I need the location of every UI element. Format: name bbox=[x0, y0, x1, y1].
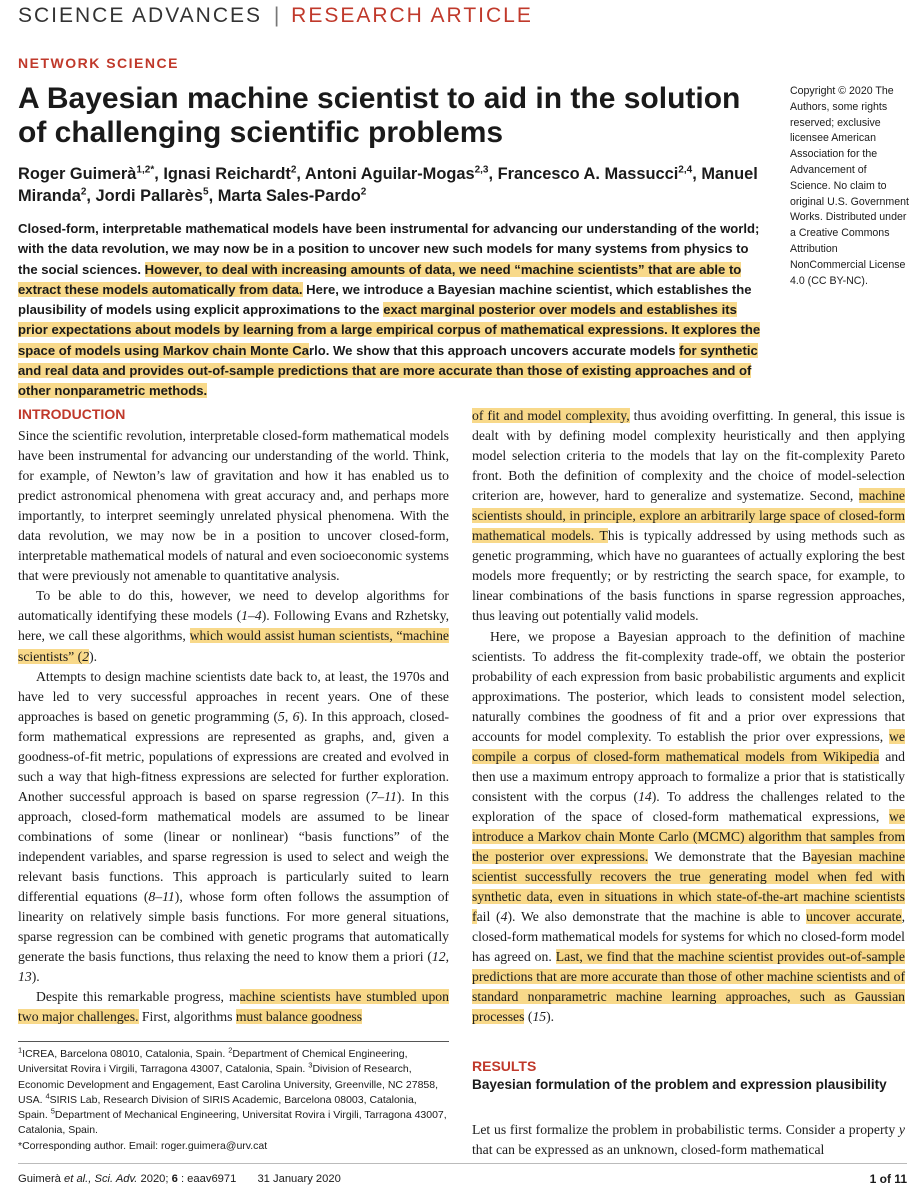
footnote-number: 2 bbox=[228, 1045, 233, 1055]
footnote-number: 1 bbox=[18, 1045, 23, 1055]
right-column-text bbox=[472, 406, 905, 1027]
intro-left-text-run: Attempts to design machine scientists date back to, at least, the 1970s and have led to very successful approaches in recent years. One of these approaches is based on genetic programming ( bbox=[18, 668, 449, 724]
author-list: Roger Guimerà$^{1,2*}$, Ignasi Reichardt$^2$, Antoni Aguilar-Mogas$^{2,3}$, Francesco A. Massucci$^{2,4}$, Manuel Miranda$^2$, Jordi Pallarès$^5$, Marta Sales-Pardo$^2$ bbox=[18, 164, 758, 205]
author: Jordi Pallarès$^5$ bbox=[95, 186, 209, 205]
author-affiliation-marker: 1,2* bbox=[136, 164, 155, 176]
affiliation: SIRIS Lab, Research Division of SIRIS Academic, Barcelona 08003, Catalonia, Spain. bbox=[18, 1093, 417, 1122]
section-label: NETWORK SCIENCE bbox=[18, 55, 179, 71]
intro-left-text-run-highlighted: 2 bbox=[82, 648, 90, 664]
citation-volume: 6 bbox=[171, 1173, 178, 1185]
author: Antoni Aguilar-Mogas$^{2,3}$ bbox=[304, 164, 489, 183]
abstract: rlo. We show that this approach uncovers accurate models bbox=[309, 342, 680, 358]
intro-right-text-run: thus avoiding overfitting. In general, this issue is dealt with by defining model complexity heuristically and then applying model selection criteria to the models that lay on the fit-complexity Pareto front. Both the definition of complexity and the choice of model-selection criterion are, however, hard to generalize and systematize. Second, bbox=[472, 408, 905, 504]
intro-right-text-run: 14 bbox=[638, 788, 652, 804]
results-text bbox=[472, 1120, 905, 1160]
abstract-highlighted: However, to deal with increasing amounts of data, we need “machine scientists” that are able to extract these models automatically from data. bbox=[18, 261, 742, 297]
citation-etal: et al. bbox=[64, 1173, 89, 1185]
author-affiliation-marker: 2 bbox=[80, 186, 87, 198]
intro-left-text-run: Since the scientific revolution, interpretable closed-form mathematical models have been instrumental for advancing our understanding of the world. Think, for example, of Newton’s law of gravitation and how it has enabled us to predict astronomical phenomena with great accuracy and, and perhaps more importantly, to interpret seemingly unrelated physical phenomena. With the data revolution, we may now be in a position to uncover closed-form, interpretable mathematical models of natural and even socioeconomic systems that were previously not amenable to quantitative analysis. bbox=[18, 428, 449, 584]
intro-right-text-run: ). bbox=[546, 1009, 555, 1025]
citation-id: : eaav6971 bbox=[177, 1173, 237, 1185]
abstract: Here, we introduce a Bayesian machine scientist, which establishes the plausibility of models using explicit approximations to the bbox=[18, 281, 752, 318]
results-text-run: that can be expressed as an unknown, closed-form mathematical bbox=[472, 1142, 825, 1158]
introduction-heading: INTRODUCTION bbox=[18, 406, 126, 422]
corresponding-author: *Corresponding author. Email: roger.guimera@urv.cat bbox=[18, 1139, 268, 1152]
citation-journal: , Sci. Adv. bbox=[88, 1173, 138, 1185]
footnote-number: 3 bbox=[308, 1060, 313, 1070]
intro-left-paragraph bbox=[18, 426, 449, 586]
intro-right-text-run: We demonstrate that the B bbox=[648, 849, 812, 865]
intro-right-text-run-highlighted: we introduce a Markov chain Monte Carlo (MCMC) algorithm that samples from the posterior over expressions. bbox=[472, 808, 905, 865]
article-title: A Bayesian machine scientist to aid in the solution of challenging scientific problems bbox=[18, 82, 741, 149]
footnote-number: 4 bbox=[45, 1091, 50, 1101]
intro-left-text-run: ). bbox=[31, 969, 40, 985]
intro-right-text-run-highlighted: machine scientists should, in principle, explore an arbitrarily large space of closed-form mathematical models. T bbox=[472, 488, 905, 544]
author: Manuel Miranda$^2$ bbox=[18, 165, 758, 205]
intro-left-text-run: 13 bbox=[18, 969, 32, 985]
intro-left-text-run: , bbox=[284, 708, 293, 724]
abstract-highlighted: for synthetic and real data and provides out-of-sample predictions that are more accurate than those of existing approaches and of other nonparametric methods. bbox=[18, 342, 758, 399]
author-affiliation-marker: 5 bbox=[203, 186, 209, 198]
author: Ignasi Reichardt$^2$ bbox=[163, 164, 297, 183]
intro-left-paragraph bbox=[18, 667, 449, 988]
intro-left-text-run: 8–11 bbox=[148, 889, 175, 905]
affiliation: ICREA, Barcelona 08010, Catalonia, Spain. bbox=[22, 1048, 229, 1060]
intro-left-text-run: ). In this approach, closed-form mathematical models are assumed to be linear combinations of some (linear or nonlinear) “basis functions” of the independent variables, and sparse regression is used to select and weigh the relevant basis functions. This approach is particularly suited to learn differential equations ( bbox=[18, 788, 449, 905]
intro-right-text-run-highlighted: we compile a corpus of closed-form mathematical models from Wikipedia bbox=[472, 728, 905, 764]
abstract bbox=[18, 219, 763, 402]
affiliation: Department of Chemical Engineering, Universitat Rovira i Virgili, Tarragona 43007, Catalonia, Spain. bbox=[18, 1048, 408, 1076]
intro-left-text-run-highlighted: achine scientists have stumbled upon two major challenges. bbox=[18, 989, 449, 1025]
author-affiliation-marker: 2 bbox=[290, 164, 297, 176]
author: Francesco A. Massucci$^{2,4}$ bbox=[497, 164, 693, 183]
footer-divider bbox=[18, 1163, 907, 1164]
affiliation: Department of Mechanical Engineering, Universitat Rovira i Virgili, Tarragona 43007, Catalonia, Spain. bbox=[18, 1109, 447, 1137]
intro-left-text-run: ). bbox=[89, 648, 98, 664]
intro-left-text-run: ), whose form often follows the assumption of linearity on relatively simple basis functions. For more general situations, sparse regression can be combined with genetic programs that automatically generate the basis functions, thus relaxing the need to know them a priori ( bbox=[18, 889, 449, 965]
intro-left-paragraph bbox=[18, 987, 449, 1027]
intro-right-text-run-highlighted: uncover accurate bbox=[806, 909, 902, 925]
intro-left-text-run: 1–4 bbox=[241, 608, 262, 624]
author-affiliation-marker: 2 bbox=[360, 186, 367, 198]
intro-left-text-run: , bbox=[445, 949, 449, 965]
intro-right-text-run-highlighted: of fit and model complexity, bbox=[472, 408, 630, 423]
intro-right-text-run: 15 bbox=[532, 1009, 547, 1025]
intro-left-text-run: ). In this approach, closed-form mathematical expressions are represented as graphs, and, given a goodness-of-fit metric, populations of expressions are created and evolved in such a way that high-fitness expressions are selected for further exploration. Another successful approach is based on sparse regression ( bbox=[18, 708, 450, 804]
intro-left-text-run: 7–11 bbox=[370, 788, 397, 804]
author: Marta Sales-Pardo$^2$ bbox=[217, 186, 367, 205]
intro-left-text-run: First, algorithms bbox=[138, 1009, 236, 1025]
abstract-highlighted: exact marginal posterior over models and establishes its prior expectations about models by learning from a large empirical corpus of mathematical expressions. It explores the space of models using Markov chain Monte Ca bbox=[18, 302, 761, 358]
intro-right-text-run: his is typically addressed by using methods such as genetic programming, which have no guarantees of actually exploring the best models more frequently; or by restricting the search space, for example, to linear combinations of the basis functions in sparse regression approaches, thus leaving out potentially valid models. bbox=[472, 528, 905, 624]
footnote-number: 5 bbox=[50, 1106, 55, 1116]
results-paragraph bbox=[472, 1120, 905, 1160]
intro-right-paragraph bbox=[472, 406, 905, 627]
affiliation: Division of Research, Economic Development and Engagement, East Carolina University, Greenville, NC 27858, USA. bbox=[18, 1063, 439, 1106]
citation-year: 2020; bbox=[137, 1173, 172, 1185]
intro-right-text-run: ail ( bbox=[476, 909, 501, 925]
page-number: 1 of 11 bbox=[869, 1172, 907, 1186]
results-heading: RESULTS bbox=[472, 1058, 537, 1074]
intro-right-paragraph bbox=[472, 627, 905, 1028]
intro-right-text-run-highlighted: Last, we find that the machine scientist provides out-of-sample predictions that are more accurate than those of other machine scientists and of standard nonparametric machine learning approaches, such as Gaussian processes bbox=[472, 949, 906, 1025]
citation-authors: Guimerà bbox=[18, 1173, 65, 1185]
intro-left-text-run: ). Following Evans and Rzhetsky, here, we call these algorithms, bbox=[18, 608, 450, 644]
intro-right-text-run: and then use a maximum entropy approach to formalize a prior that is statistically consistent with the corpus ( bbox=[472, 748, 905, 804]
intro-left-text-run: 6 bbox=[292, 708, 300, 724]
article-type: RESEARCH ARTICLE bbox=[291, 4, 533, 27]
results-text-run: y bbox=[898, 1122, 905, 1137]
intro-right-text-run: 4 bbox=[500, 909, 508, 925]
affiliation-footnotes bbox=[18, 1047, 449, 1154]
intro-left-text-run: Despite this remarkable progress, m bbox=[36, 989, 240, 1005]
affiliation-list bbox=[18, 1047, 449, 1139]
intro-left-text-run-highlighted: which would assist human scientists, “machine scientists” ( bbox=[18, 628, 449, 664]
intro-right-text-run: Here, we propose a Bayesian approach to the definition of machine scientists. To address the fit-complexity trade-off, we obtain the posterior probability of each expression from basic probabilistic arguments and explicit approximations. The posterior, which leads to consistent model selection, naturally combines the goodness of fit and a prior over expressions that accounts for model complexity. To establish the prior over expressions, bbox=[472, 628, 905, 744]
results-subheading: Bayesian formulation of the problem and expression plausibility bbox=[472, 1077, 887, 1092]
intro-right-text-run: ( bbox=[524, 1009, 533, 1025]
journal-name: SCIENCE ADVANCES bbox=[18, 4, 262, 27]
publication-date: 31 January 2020 bbox=[257, 1173, 341, 1185]
results-text-run: Let us first formalize the problem in probabilistic terms. Consider a property bbox=[472, 1122, 899, 1137]
abstract: Closed-form, interpretable mathematical models have been instrumental for advancing our understanding of the world; with the data revolution, we may now be in a position to uncover new such models for many systems from physics to the social sciences. bbox=[18, 221, 760, 277]
author-affiliation-marker: 2,4 bbox=[678, 164, 693, 176]
intro-left-text-run-highlighted: must balance goodness bbox=[235, 1009, 363, 1025]
left-column-text bbox=[18, 426, 449, 1027]
intro-right-text-run: ). We also demonstrate that the machine is able to bbox=[507, 909, 807, 925]
footer-citation bbox=[18, 1173, 341, 1185]
intro-right-text-run: ). To address the challenges related to the exploration of the space of closed-form mathematical expressions, bbox=[472, 788, 905, 824]
intro-left-text-run: 12 bbox=[431, 949, 446, 965]
copyright-notice: Copyright © 2020 The Authors, some rights reserved; exclusive licensee American Association for the Advancement of Science. No claim to original U.S. Government Works. Distributed under a Creative Commons Attribution NonCommercial License 4.0 (CC BY-NC). bbox=[790, 85, 909, 287]
header-separator: | bbox=[273, 4, 280, 27]
intro-right-text-run-highlighted: ayesian machine scientist successfully recovers the true generating model when fed with synthetic data, even in situations in which state-of-the-art machine scientists f bbox=[472, 849, 906, 925]
intro-left-text-run: 5 bbox=[278, 708, 285, 724]
author-affiliation-marker: 2,3 bbox=[474, 164, 489, 176]
intro-left-text-run: To be able to do this, however, we need to develop algorithms for automatically identifying these models ( bbox=[18, 588, 449, 624]
intro-right-text-run: , closed-form mathematical models for systems for which no closed-form model has agreed on. bbox=[472, 909, 905, 965]
journal-header bbox=[18, 4, 533, 28]
footnote-divider bbox=[18, 1041, 449, 1042]
intro-left-paragraph bbox=[18, 586, 449, 666]
author: Roger Guimerà$^{1,2*}$ bbox=[18, 164, 155, 183]
